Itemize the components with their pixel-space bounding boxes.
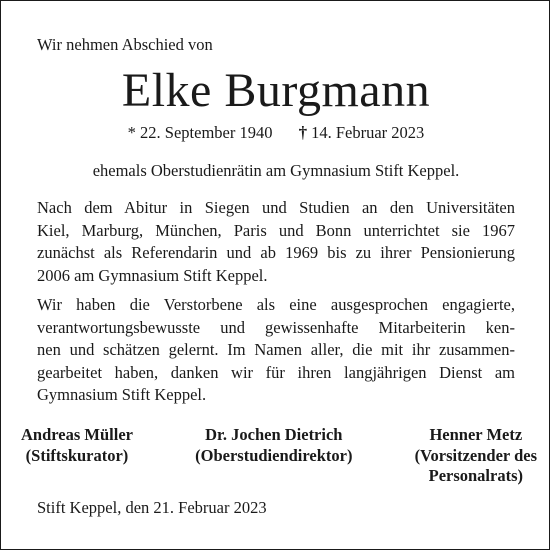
paragraph-line: zunächst als Referendarin und ab 1969 bis zu ihrer Pensionierung — [37, 243, 515, 263]
death-date: 14. Februar 2023 — [311, 123, 425, 142]
paragraph-line: Gymnasium Stift Keppel. — [37, 385, 207, 405]
biography-paragraph — [37, 197, 515, 287]
signer-title: Personalrats) — [428, 466, 524, 485]
former-role: ehemals Oberstudienrätin am Gymnasium Stift Keppel. — [92, 161, 460, 180]
signer-title: (Stiftskurator) — [25, 445, 129, 465]
life-dates — [1, 123, 550, 143]
deceased-name: Elke Burgmann — [121, 64, 431, 117]
signer-title: (Vorsitzender des — [414, 445, 537, 465]
signer-name: Dr. Jochen Dietrich — [205, 425, 343, 444]
signer-title: (Oberstudiendirektor) — [195, 445, 353, 465]
signer-oberstudiendirektor — [195, 425, 352, 487]
death-date-group — [299, 123, 425, 142]
paragraph-line: verantwortungsbewusste und gewissenhafte Mitarbeiterin ken- — [37, 317, 515, 337]
intro-line: Wir nehmen Abschied von — [37, 35, 213, 54]
paragraph-line: Kiel, Marburg, München, Paris und Bonn unterrichtet sie 1967 — [37, 220, 515, 240]
paragraph-line: Wir haben die Verstorbene als eine ausgesprochen engagierte, — [37, 295, 515, 314]
tribute-paragraph — [37, 294, 515, 407]
signer-name: Henner Metz — [429, 425, 523, 444]
paragraph-line: gearbeitet haben, danken wir für ihren langjährigen Dienst am — [37, 362, 515, 382]
signer-personalrat — [415, 425, 537, 487]
paragraph-line: nen und schätzen gelernt. Im Namen aller, die mit ihr zusammen- — [37, 340, 515, 360]
signer-stiftskurator — [21, 425, 133, 487]
signatories — [21, 425, 537, 487]
cross-icon: † — [298, 123, 308, 142]
signer-name: Andreas Müller — [21, 425, 133, 444]
paragraph-line: 2006 am Gymnasium Stift Keppel. — [37, 265, 268, 285]
place-and-date: Stift Keppel, den 21. Februar 2023 — [37, 498, 267, 517]
birth-date: * 22. September 1940 — [127, 123, 273, 142]
paragraph-line: Nach dem Abitur in Siegen und Studien an den Universitäten — [37, 198, 515, 217]
